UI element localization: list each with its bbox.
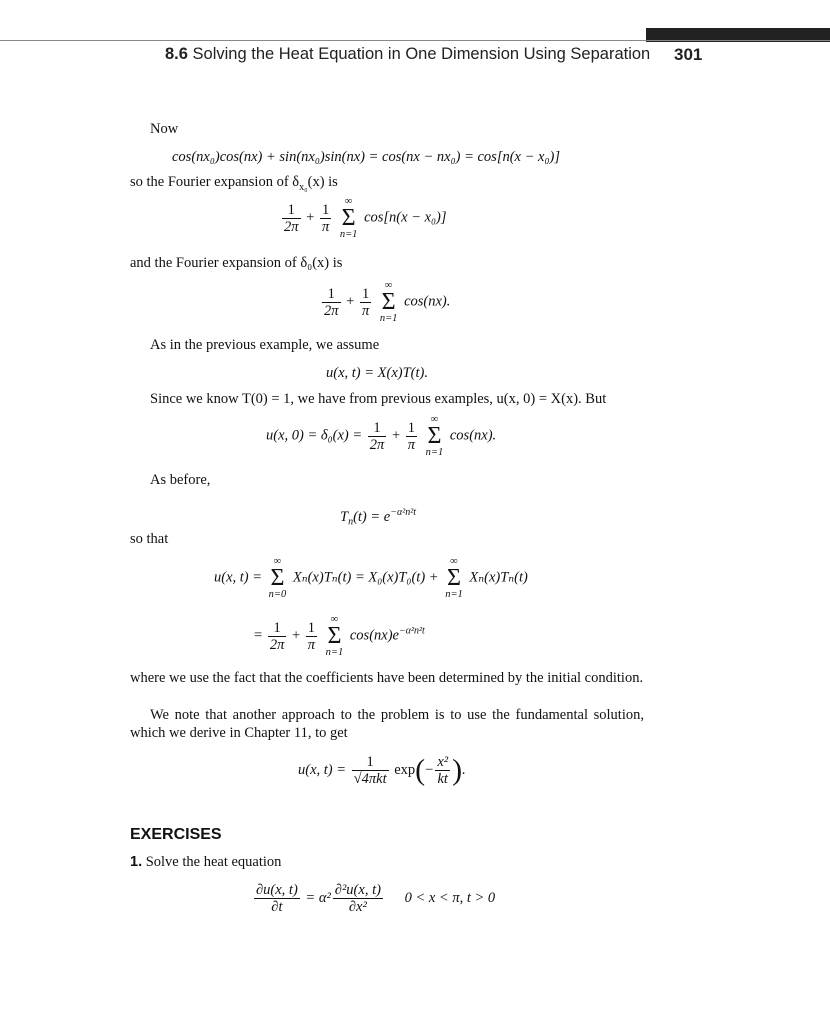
cos-nx-term: cos(nx).	[404, 293, 451, 310]
fraction: $\frac{\partial u(x, t)}{\partial t}$	[256, 882, 298, 915]
solution-lhs: u(x, t) =	[214, 569, 263, 586]
plus-sign: +	[346, 293, 355, 310]
solution-term: Xₙ(x)Tₙ(t) = X₀(x)T₀(t) +	[292, 569, 439, 586]
fraction: $\frac{1}{\pi}$	[307, 619, 316, 653]
header-rule	[0, 40, 830, 41]
equation-solution-2: = $\frac{1}{2\pi}$ + $\frac{1}{\pi}$ ∞ Σ n=1 $\cos(nx)e^{-\alpha^2n^2t}$	[254, 614, 425, 658]
solution-term-2: Xₙ(x)Tₙ(t)	[469, 569, 528, 586]
section-title: Solving the Heat Equation in One Dimension Using Separation	[192, 45, 651, 63]
text-fourier-x0	[130, 173, 338, 197]
text-now: Now	[150, 121, 179, 137]
summation: ∞ Σ n=1	[379, 280, 398, 324]
cos-shift-term: cos[n(x − x₀)]	[364, 209, 447, 226]
text-fourier-x0-sub: x₀	[299, 181, 308, 193]
pde-domain: 0 < x < π, t > 0	[404, 889, 496, 906]
exercise-text: Solve the heat equation	[145, 854, 282, 870]
equation-Tn: $T_n(t) = e^{-\alpha^2n^2t}$	[340, 507, 417, 528]
equation-expansion-x0	[280, 196, 447, 240]
plus-sign: +	[391, 427, 401, 444]
cos-nx-term: cos(nx).	[449, 427, 497, 444]
fraction: $\frac{\text{x²}}{kt}$	[437, 754, 449, 787]
running-head	[165, 45, 650, 64]
text-fourier-x0-main: so the Fourier expansion of δ	[130, 174, 300, 190]
text-so-that: so that	[130, 531, 169, 547]
exercise-number: 1.	[130, 854, 143, 870]
paragraph-note: We note that another approach to the problem is to use the fundamental solution, which we derive in Chapter 11, to get	[130, 707, 644, 741]
fraction: $\frac{1}{2\pi}$	[369, 419, 385, 453]
fraction: $\frac{\text{∂²u(x, t)}}{\text{∂x²}}$	[334, 882, 381, 915]
equation-separation: u(x, t) = X(x)T(t).	[326, 365, 428, 381]
fundamental-lhs: u(x, t) =	[298, 761, 347, 778]
plus-sign: +	[291, 627, 301, 644]
paragraph-where: where we use the fact that the coefficients have been determined by the initial condition.	[130, 670, 644, 686]
fraction: $\frac{1}{2\pi}$	[284, 201, 299, 235]
text-fourier-0: and the Fourier expansion of δ₀(x) is	[130, 255, 343, 271]
equation-pde: $\frac{\partial u(x, t)}{\partial t}$ = α² $\frac{\text{∂²u(x, t)}}{\text{∂x²}}$ 0 < x < π, t > 0	[256, 882, 496, 915]
fraction: $\frac{1}{2\pi}$	[269, 619, 285, 653]
fraction: $\frac{1}{\pi}$	[407, 419, 416, 453]
equation-solution-1	[214, 556, 528, 600]
text-fourier-x0-tail: (x) is	[307, 174, 338, 190]
equation-cos-identity: cos(nx₀)cos(nx) + sin(nx₀)sin(nx) = cos(nx − nx₀) = cos[n(x − x₀)]	[172, 149, 560, 165]
text-since-know: Since we know T(0) = 1, we have from previous examples, u(x, 0) = X(x). But	[150, 391, 607, 407]
equation-fundamental: u(x, t) = $\frac{1}{\text{√4πkt}}$ exp(− $\frac{\text{x²}}{kt}$ ).	[298, 753, 466, 787]
page-number: 301	[674, 45, 703, 64]
fraction: $\frac{1}{\pi}$	[361, 285, 370, 319]
fraction: $\frac{1}{\text{√4πkt}}$	[353, 754, 387, 787]
equals-sign: =	[254, 627, 263, 644]
section-number: 8.6	[165, 45, 188, 63]
text-as-before: As before,	[150, 472, 211, 488]
exponent: −α²n²t	[390, 507, 417, 518]
summation: ∞ Σ n=1	[425, 414, 444, 458]
summation: ∞ Σ n=1	[339, 196, 358, 240]
exercise-1	[130, 853, 281, 871]
fraction: $\frac{1}{\pi}$	[321, 201, 330, 235]
exp-label: exp	[394, 761, 416, 778]
summation: ∞ Σ n=0	[268, 556, 287, 600]
text-as-previous: As in the previous example, we assume	[150, 337, 380, 353]
fraction: $\frac{1}{2\pi}$	[324, 285, 339, 319]
exponent: −α²n²t	[398, 625, 425, 637]
initial-lhs: u(x, 0) = δ₀(x) =	[266, 427, 363, 444]
summation: ∞ Σ n=1	[445, 556, 463, 600]
equation-expansion-0	[320, 280, 450, 324]
plus-sign: +	[306, 209, 315, 226]
summation: ∞ Σ n=1	[325, 614, 344, 658]
equation-initial	[266, 414, 496, 458]
exercises-title: EXERCISES	[130, 826, 222, 843]
